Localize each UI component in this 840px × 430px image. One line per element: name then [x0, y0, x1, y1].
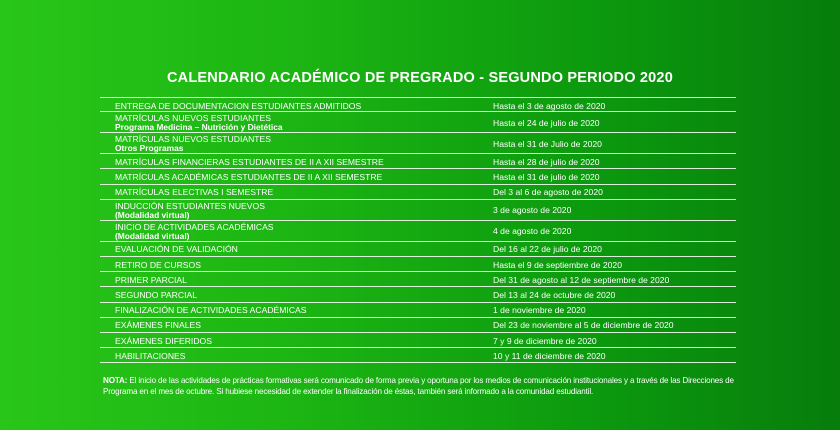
activity-cell: [115, 276, 187, 285]
date-cell: Del 31 de agosto al 12 de septiembre de 2020: [493, 274, 670, 285]
date-cell: 10 y 11 de diciembre de 2020: [493, 350, 606, 361]
activity-sublabel: (Modalidad virtual): [115, 209, 190, 220]
table-row: [100, 154, 736, 169]
date-cell: 3 de agosto de 2020: [493, 205, 572, 216]
table-row: [100, 242, 736, 257]
activity-cell: [115, 102, 361, 111]
activity-label: MATRÍCULAS ELECTIVAS I SEMESTRE: [115, 187, 274, 198]
date-cell: Hasta el 31 de Julio de 2020: [493, 138, 602, 149]
date-cell: Del 23 de noviembre al 5 de diciembre de 2020: [493, 320, 674, 331]
activity-label: MATRÍCULAS ACADÉMICAS ESTUDIANTES DE II A XII SEMESTRE: [115, 171, 383, 182]
table-row: [100, 318, 736, 333]
date-cell: Hasta el 3 de agosto de 2020: [493, 100, 606, 111]
activity-cell: [115, 223, 274, 241]
table-row: [100, 333, 736, 348]
activity-cell: [115, 158, 384, 167]
table-row: [100, 348, 736, 363]
date-cell: Hasta el 31 de julio de 2020: [493, 171, 600, 182]
table-row: [100, 97, 736, 112]
activity-cell: [115, 337, 212, 346]
table-row: [100, 303, 736, 318]
page-title: CALENDARIO ACADÉMICO DE PREGRADO - SEGUNDO PERIODO 2020: [167, 70, 673, 86]
activity-label: INICIO DE ACTIVIDADES ACADÉMICAS: [115, 221, 274, 232]
activity-label: MATRÍCULAS NUEVOS ESTUDIANTES: [115, 113, 271, 124]
activity-cell: [115, 352, 186, 361]
footnote: [103, 376, 739, 397]
activity-label: EVALUACIÓN DE VALIDACIÓN: [115, 244, 238, 255]
activity-sublabel: (Modalidad virtual): [115, 230, 190, 241]
activity-label: EXÁMENES DIFERIDOS: [115, 335, 212, 346]
table-row: [100, 200, 736, 221]
table-row: [100, 287, 736, 302]
date-cell: Del 3 al 6 de agosto de 2020: [493, 187, 603, 198]
date-cell: 4 de agosto de 2020: [493, 226, 572, 237]
table-row: [100, 272, 736, 287]
activity-sublabel: Otros Programas: [115, 143, 184, 154]
date-cell: Del 16 al 22 de julio de 2020: [493, 244, 602, 255]
date-cell: Hasta el 24 de julio de 2020: [493, 117, 600, 128]
activity-cell: [115, 202, 265, 220]
activity-cell: [115, 306, 307, 315]
footnote-text: El inicio de las actividades de prácticas formativas será comunicado de forma previa y oportuna por los medios de comunicación institucionales y a través de las Direcciones de Programa en el mes de octubre. Si hubiese necesidad de extender la finalización de éstas, también será informado a la comunidad estudiantil.: [103, 376, 734, 396]
table-row: [100, 221, 736, 242]
activity-label: FINALIZACIÓN DE ACTIVIDADES ACADÉMICAS: [115, 305, 307, 316]
activity-label: SEGUNDO PARCIAL: [115, 289, 197, 300]
activity-cell: [115, 173, 382, 182]
table-row: [100, 185, 736, 200]
activity-cell: [115, 135, 271, 153]
date-cell: Hasta el 9 de septiembre de 2020: [493, 259, 622, 270]
activity-cell: [115, 321, 201, 330]
activity-cell: [115, 245, 238, 254]
activity-cell: [115, 114, 283, 132]
footnote-label: NOTA:: [103, 376, 128, 385]
date-cell: Hasta el 28 de julio de 2020: [493, 156, 600, 167]
activity-cell: [115, 291, 197, 300]
table-row: [100, 169, 736, 184]
activity-label: PRIMER PARCIAL: [115, 274, 187, 285]
date-cell: 7 y 9 de diciembre de 2020: [493, 335, 597, 346]
activity-label: HABILITACIONES: [115, 350, 186, 361]
activity-label: INDUCCIÓN ESTUDIANTES NUEVOS: [115, 200, 265, 211]
activity-cell: [115, 261, 201, 270]
activity-label: ENTREGA DE DOCUMENTACION ESTUDIANTES ADMITIDOS: [115, 100, 362, 111]
activity-cell: [115, 188, 273, 197]
table-row: [100, 133, 736, 154]
activity-label: RETIRO DE CURSOS: [115, 259, 201, 270]
activity-label: EXÁMENES FINALES: [115, 320, 201, 331]
table-row: [100, 112, 736, 133]
table-row: [100, 257, 736, 272]
date-cell: Del 13 al 24 de octubre de 2020: [493, 289, 616, 300]
activity-label: MATRÍCULAS NUEVOS ESTUDIANTES: [115, 134, 271, 145]
date-cell: 1 de noviembre de 2020: [493, 305, 586, 316]
activity-label: MATRÍCULAS FINANCIERAS ESTUDIANTES DE II A XII SEMESTRE: [115, 156, 384, 167]
activity-sublabel: Programa Medicina – Nutrición y Dietética: [115, 122, 283, 133]
